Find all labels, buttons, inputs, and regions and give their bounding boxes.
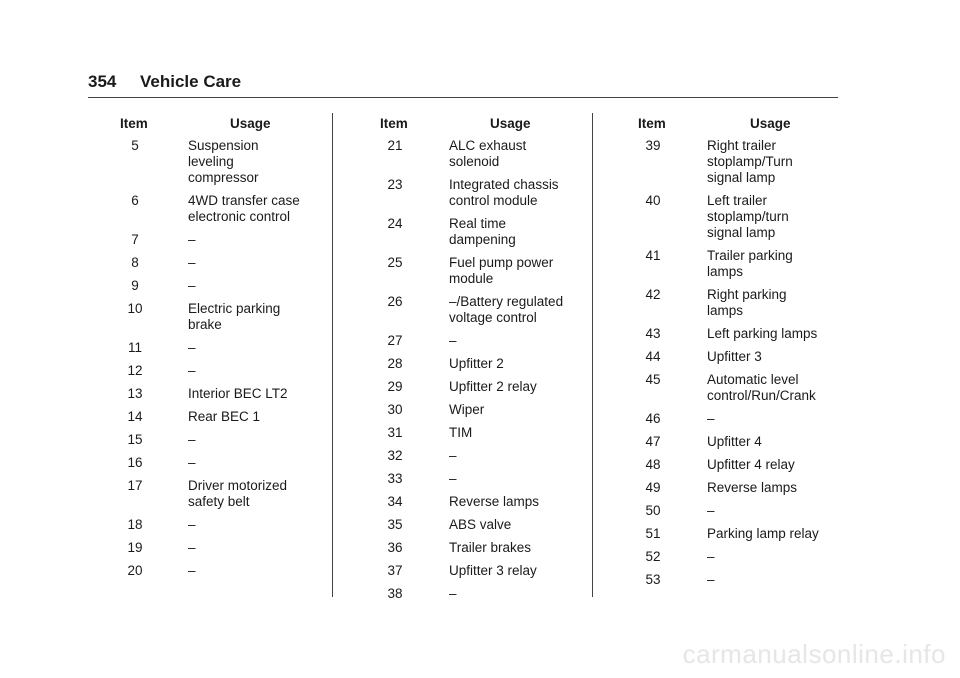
fuse-usage bbox=[707, 372, 841, 404]
table-row bbox=[108, 232, 323, 248]
fuse-usage-line: Electric parking bbox=[188, 301, 281, 316]
fuse-usage bbox=[707, 526, 841, 542]
fuse-usage-line: compressor bbox=[188, 170, 259, 185]
fuse-usage-line: Right trailer bbox=[707, 138, 777, 153]
fuse-usage-line: Interior BEC LT2 bbox=[188, 386, 288, 401]
fuse-usage-line: control/Run/Crank bbox=[707, 388, 816, 403]
fuse-table-column-1 bbox=[108, 116, 323, 586]
column-divider bbox=[332, 113, 333, 597]
fuse-item-number: 19 bbox=[127, 540, 143, 555]
fuse-usage bbox=[707, 549, 841, 565]
fuse-usage bbox=[449, 494, 590, 510]
fuse-usage-line: signal lamp bbox=[707, 225, 776, 240]
fuse-usage-line: stoplamp/turn bbox=[707, 209, 789, 224]
fuse-item-number: 35 bbox=[387, 517, 403, 532]
fuse-item-number: 53 bbox=[645, 572, 661, 587]
table-row bbox=[626, 372, 841, 404]
fuse-item-number: 42 bbox=[645, 287, 661, 302]
fuse-usage bbox=[449, 138, 590, 170]
usage-header: Usage bbox=[750, 116, 791, 131]
fuse-item-number: 46 bbox=[645, 411, 661, 426]
fuse-item-number: 6 bbox=[131, 193, 139, 208]
fuse-usage bbox=[707, 287, 841, 319]
fuse-item-number: 15 bbox=[127, 432, 143, 447]
column-divider bbox=[592, 113, 593, 597]
fuse-item-number: 17 bbox=[127, 478, 143, 493]
fuse-usage bbox=[707, 480, 841, 496]
fuse-usage-line: – bbox=[449, 586, 457, 601]
fuse-item-number: 7 bbox=[131, 232, 139, 247]
fuse-item-number: 45 bbox=[645, 372, 661, 387]
fuse-usage bbox=[449, 255, 590, 287]
table-row bbox=[626, 138, 841, 186]
fuse-item-number: 43 bbox=[645, 326, 661, 341]
fuse-usage bbox=[707, 503, 841, 519]
fuse-usage bbox=[449, 177, 590, 209]
fuse-usage-line: – bbox=[188, 540, 196, 555]
fuse-item-number: 51 bbox=[645, 526, 661, 541]
table-row bbox=[108, 255, 323, 271]
table-row bbox=[108, 340, 323, 356]
table-row bbox=[368, 517, 590, 533]
fuse-item-number: 11 bbox=[127, 340, 142, 355]
column-header bbox=[108, 116, 323, 138]
fuse-usage bbox=[188, 138, 323, 186]
fuse-usage-line: Trailer brakes bbox=[449, 540, 532, 555]
fuse-item-number: 38 bbox=[387, 586, 403, 601]
table-row bbox=[368, 471, 590, 487]
fuse-usage bbox=[449, 379, 590, 395]
column-header bbox=[368, 116, 590, 138]
fuse-usage-line: module bbox=[449, 271, 494, 286]
table-row bbox=[108, 563, 323, 579]
fuse-item-number: 28 bbox=[387, 356, 403, 371]
fuse-item-number: 30 bbox=[387, 402, 403, 417]
fuse-item-number: 16 bbox=[127, 455, 143, 470]
fuse-usage-line: Upfitter 3 relay bbox=[449, 563, 537, 578]
fuse-usage bbox=[707, 349, 841, 365]
table-row bbox=[108, 386, 323, 402]
fuse-usage bbox=[188, 278, 323, 294]
fuse-usage-line: – bbox=[188, 432, 196, 447]
fuse-usage-line: lamps bbox=[707, 264, 744, 279]
table-row bbox=[626, 326, 841, 342]
table-row bbox=[626, 457, 841, 473]
fuse-usage bbox=[707, 434, 841, 450]
fuse-usage-line: – bbox=[188, 563, 196, 578]
fuse-usage-line: Upfitter 4 relay bbox=[707, 457, 795, 472]
fuse-usage-line: –/Battery regulated bbox=[449, 294, 564, 309]
fuse-usage bbox=[449, 402, 590, 418]
fuse-usage bbox=[707, 411, 841, 427]
table-row bbox=[368, 494, 590, 510]
fuse-usage bbox=[188, 255, 323, 271]
fuse-usage bbox=[449, 517, 590, 533]
table-row bbox=[626, 287, 841, 319]
usage-header: Usage bbox=[230, 116, 271, 131]
fuse-usage-line: control module bbox=[449, 193, 538, 208]
fuse-item-number: 32 bbox=[387, 448, 403, 463]
fuse-item-number: 26 bbox=[387, 294, 403, 309]
table-row bbox=[368, 540, 590, 556]
fuse-usage bbox=[188, 432, 323, 448]
fuse-usage bbox=[449, 563, 590, 579]
fuse-item-number: 37 bbox=[387, 563, 403, 578]
fuse-usage bbox=[188, 340, 323, 356]
fuse-usage-line: – bbox=[449, 471, 457, 486]
fuse-usage-line: voltage control bbox=[449, 310, 537, 325]
table-row bbox=[108, 455, 323, 471]
fuse-usage-line: Left trailer bbox=[707, 193, 768, 208]
fuse-usage-line: Rear BEC 1 bbox=[188, 409, 261, 424]
table-row bbox=[626, 349, 841, 365]
fuse-usage-line: – bbox=[707, 503, 715, 518]
fuse-usage bbox=[449, 471, 590, 487]
fuse-item-number: 24 bbox=[387, 216, 403, 231]
fuse-item-number: 21 bbox=[387, 138, 403, 153]
fuse-usage bbox=[188, 386, 323, 402]
fuse-item-number: 41 bbox=[645, 248, 661, 263]
fuse-usage bbox=[188, 232, 323, 248]
fuse-item-number: 40 bbox=[645, 193, 661, 208]
table-row bbox=[368, 356, 590, 372]
fuse-usage-line: Upfitter 2 bbox=[449, 356, 504, 371]
table-row bbox=[626, 193, 841, 241]
fuse-usage-line: – bbox=[188, 278, 196, 293]
fuse-usage-line: – bbox=[449, 448, 457, 463]
column-header bbox=[626, 116, 841, 138]
page-header bbox=[88, 72, 241, 92]
fuse-usage bbox=[707, 457, 841, 473]
fuse-usage-line: Integrated chassis bbox=[449, 177, 559, 192]
fuse-usage-line: Upfitter 3 bbox=[707, 349, 762, 364]
fuse-usage-line: – bbox=[188, 363, 196, 378]
fuse-usage-line: Upfitter 4 bbox=[707, 434, 762, 449]
fuse-usage-line: Real time bbox=[449, 216, 507, 231]
fuse-usage-line: Suspension bbox=[188, 138, 259, 153]
fuse-item-number: 29 bbox=[387, 379, 403, 394]
fuse-usage-line: – bbox=[188, 340, 196, 355]
fuse-usage bbox=[449, 356, 590, 372]
fuse-usage bbox=[707, 326, 841, 342]
table-row bbox=[368, 425, 590, 441]
table-row bbox=[108, 301, 323, 333]
fuse-usage-line: safety belt bbox=[188, 494, 250, 509]
table-row bbox=[368, 586, 590, 602]
fuse-item-number: 34 bbox=[387, 494, 403, 509]
fuse-usage-line: Reverse lamps bbox=[449, 494, 540, 509]
fuse-usage-line: Parking lamp relay bbox=[707, 526, 819, 541]
page-title: Vehicle Care bbox=[140, 72, 242, 91]
table-row bbox=[108, 409, 323, 425]
item-header: Item bbox=[120, 116, 148, 131]
usage-header: Usage bbox=[490, 116, 531, 131]
fuse-usage-line: lamps bbox=[707, 303, 744, 318]
fuse-usage-line: Driver motorized bbox=[188, 478, 288, 493]
fuse-usage-line: stoplamp/Turn bbox=[707, 154, 793, 169]
fuse-item-number: 48 bbox=[645, 457, 661, 472]
table-row bbox=[368, 379, 590, 395]
fuse-usage bbox=[449, 448, 590, 464]
fuse-usage-line: Wiper bbox=[449, 402, 485, 417]
fuse-item-number: 9 bbox=[131, 278, 139, 293]
fuse-usage bbox=[707, 193, 841, 241]
fuse-usage-line: solenoid bbox=[449, 154, 500, 169]
fuse-item-number: 49 bbox=[645, 480, 661, 495]
fuse-usage-line: electronic control bbox=[188, 209, 291, 224]
fuse-item-number: 20 bbox=[127, 563, 143, 578]
fuse-usage-line: Automatic level bbox=[707, 372, 799, 387]
table-row bbox=[108, 138, 323, 186]
fuse-usage bbox=[449, 540, 590, 556]
fuse-usage bbox=[707, 248, 841, 280]
fuse-usage-line: leveling bbox=[188, 154, 234, 169]
fuse-usage-line: TIM bbox=[449, 425, 473, 440]
fuse-usage-line: 4WD transfer case bbox=[188, 193, 300, 208]
table-row bbox=[108, 363, 323, 379]
fuse-table-column-2 bbox=[368, 116, 590, 609]
table-row bbox=[368, 448, 590, 464]
fuse-usage bbox=[449, 333, 590, 349]
fuse-usage-line: Upfitter 2 relay bbox=[449, 379, 537, 394]
table-row bbox=[368, 333, 590, 349]
fuse-item-number: 23 bbox=[387, 177, 403, 192]
table-row bbox=[368, 138, 590, 170]
fuse-item-number: 39 bbox=[645, 138, 661, 153]
fuse-usage-line: dampening bbox=[449, 232, 516, 247]
fuse-usage bbox=[449, 216, 590, 248]
table-row bbox=[626, 549, 841, 565]
fuse-item-number: 33 bbox=[387, 471, 403, 486]
fuse-usage-line: – bbox=[707, 411, 715, 426]
fuse-item-number: 50 bbox=[645, 503, 661, 518]
fuse-usage bbox=[188, 540, 323, 556]
page-number: 354 bbox=[88, 72, 117, 91]
fuse-usage-line: ALC exhaust bbox=[449, 138, 527, 153]
table-row bbox=[108, 278, 323, 294]
fuse-item-number: 36 bbox=[387, 540, 403, 555]
fuse-item-number: 47 bbox=[645, 434, 661, 449]
fuse-usage bbox=[188, 193, 323, 225]
table-row bbox=[626, 411, 841, 427]
fuse-item-number: 52 bbox=[645, 549, 661, 564]
table-row bbox=[368, 177, 590, 209]
item-header: Item bbox=[638, 116, 666, 131]
fuse-usage-line: – bbox=[188, 255, 196, 270]
fuse-item-number: 25 bbox=[387, 255, 403, 270]
fuse-usage bbox=[707, 138, 841, 186]
fuse-item-number: 18 bbox=[127, 517, 143, 532]
fuse-usage-line: – bbox=[707, 572, 715, 587]
fuse-usage-line: signal lamp bbox=[707, 170, 776, 185]
table-row bbox=[626, 248, 841, 280]
table-row bbox=[626, 572, 841, 588]
table-row bbox=[626, 503, 841, 519]
fuse-usage bbox=[188, 563, 323, 579]
table-row bbox=[368, 402, 590, 418]
fuse-usage-line: Right parking bbox=[707, 287, 787, 302]
table-row bbox=[626, 434, 841, 450]
fuse-usage-line: Left parking lamps bbox=[707, 326, 818, 341]
fuse-usage-line: – bbox=[188, 517, 196, 532]
watermark: carmanualsonline.info bbox=[682, 639, 946, 669]
table-row bbox=[626, 526, 841, 542]
fuse-usage-line: – bbox=[449, 333, 457, 348]
fuse-item-number: 5 bbox=[131, 138, 139, 153]
fuse-usage bbox=[188, 409, 323, 425]
fuse-usage-line: Trailer parking bbox=[707, 248, 793, 263]
header-divider bbox=[88, 97, 838, 98]
fuse-usage bbox=[449, 586, 590, 602]
fuse-item-number: 12 bbox=[127, 363, 143, 378]
fuse-usage-line: – bbox=[188, 232, 196, 247]
fuse-usage bbox=[449, 294, 590, 326]
table-row bbox=[368, 255, 590, 287]
fuse-item-number: 27 bbox=[387, 333, 403, 348]
fuse-usage-line: Fuel pump power bbox=[449, 255, 554, 270]
table-row bbox=[108, 517, 323, 533]
table-row bbox=[108, 193, 323, 225]
fuse-usage bbox=[188, 363, 323, 379]
fuse-item-number: 13 bbox=[127, 386, 143, 401]
fuse-usage bbox=[449, 425, 590, 441]
table-row bbox=[108, 478, 323, 510]
table-row bbox=[368, 294, 590, 326]
fuse-usage-line: – bbox=[188, 455, 196, 470]
fuse-usage bbox=[188, 455, 323, 471]
fuse-usage-line: brake bbox=[188, 317, 222, 332]
table-row bbox=[108, 432, 323, 448]
fuse-usage bbox=[188, 517, 323, 533]
fuse-item-number: 14 bbox=[127, 409, 143, 424]
fuse-usage-line: Reverse lamps bbox=[707, 480, 798, 495]
fuse-usage-line: – bbox=[707, 549, 715, 564]
fuse-item-number: 8 bbox=[131, 255, 139, 270]
table-row bbox=[108, 540, 323, 556]
fuse-usage bbox=[188, 478, 323, 510]
item-header: Item bbox=[380, 116, 408, 131]
table-row bbox=[368, 216, 590, 248]
fuse-usage-line: ABS valve bbox=[449, 517, 512, 532]
fuse-item-number: 31 bbox=[387, 425, 403, 440]
table-row bbox=[368, 563, 590, 579]
fuse-item-number: 44 bbox=[645, 349, 661, 364]
fuse-usage bbox=[188, 301, 323, 333]
fuse-usage bbox=[707, 572, 841, 588]
fuse-table-column-3 bbox=[626, 116, 841, 595]
table-row bbox=[626, 480, 841, 496]
fuse-item-number: 10 bbox=[127, 301, 143, 316]
